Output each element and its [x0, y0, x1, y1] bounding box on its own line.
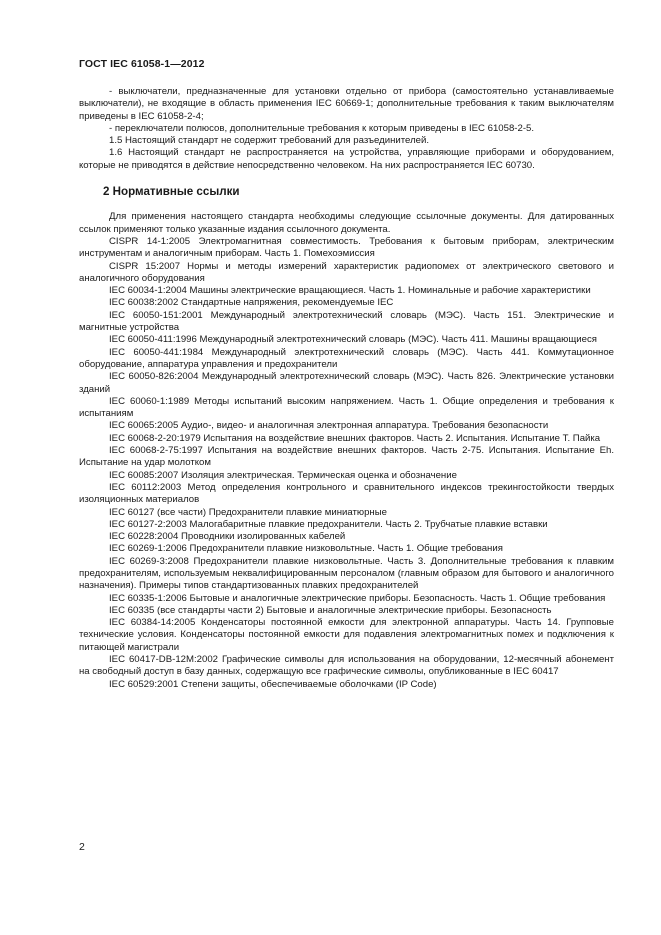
- reference-paragraph: IEC 60050-826:2004 Международный электротехнический словарь (МЭС). Часть 826. Электрические установки зданий: [79, 371, 614, 395]
- intro-paragraph: 1.5 Настоящий стандарт не содержит требований для разъединителей.: [109, 135, 430, 147]
- intro-paragraph: - выключатели, предназначенные для установки отдельно от прибора (самостоятельно устанавливаемые выключатели), не входящие в область применения IEC 60669-1; дополнительные требования к таким выключателям приведены в IEC 61058-2-4;: [79, 86, 614, 122]
- intro-paragraph: - переключатели полюсов, дополнительные требования к которым приведены в IEC 61058-2-5.: [109, 122, 535, 134]
- document-header: ГОСТ IEC 61058-1—2012: [79, 58, 205, 70]
- section-title: 2 Нормативные ссылки: [103, 185, 240, 199]
- reference-paragraph: IEC 60269-3:2008 Предохранители плавкие низковольтные. Часть 3. Дополнительные требования к плавким предохранителям, используемым неквалифицированным персоналом (главным образом для бытового и аналогичного назначения). Примеры типов стандартизованных плавких предохранителей: [79, 555, 614, 592]
- reference-paragraph: IEC 60085:2007 Изоляция электрическая. Термическая оценка и обозначение: [109, 469, 457, 481]
- reference-paragraph: IEC 60335-1:2006 Бытовые и аналогичные электрические приборы. Безопасность. Часть 1. Общие требования: [109, 592, 606, 604]
- page-number: 2: [79, 841, 85, 853]
- reference-paragraph: IEC 60417-DB-12M:2002 Графические символы для использования на оборудовании, 12-месячный абонемент на свободный доступ в базу данных, содержащую все графические символы, опубликованные в IEC 60417: [79, 654, 614, 678]
- reference-paragraph: Для применения настоящего стандарта необходимы следующие ссылочные документы. Для датированных ссылок применяют только указанные издания ссылочного документа.: [79, 211, 614, 235]
- intro-paragraph: 1.6 Настоящий стандарт не распространяется на устройства, управляющие приборами и оборудованием, которые не приводятся в действие непосредственно человеком. На них распространяется IEC 60730.: [79, 147, 614, 171]
- reference-paragraph: IEC 60228:2004 Проводники изолированных кабелей: [109, 531, 346, 543]
- page-body: [79, 86, 614, 691]
- reference-paragraph: IEC 60269-1:2006 Предохранители плавкие низковольтные. Часть 1. Общие требования: [109, 543, 503, 555]
- reference-paragraph: IEC 60068-2-75:1997 Испытания на воздействие внешних факторов. Часть 2-75. Испытания. Испытание Eh. Испытание на удар молотком: [79, 445, 614, 469]
- reference-paragraph: IEC 60335 (все стандарты части 2) Бытовые и аналогичные электрические приборы. Безопасность: [109, 604, 552, 616]
- reference-paragraph: IEC 60034-1:2004 Машины электрические вращающиеся. Часть 1. Номинальные и рабочие характеристики: [109, 285, 591, 297]
- reference-paragraph: IEC 60127-2:2003 Малогабаритные плавкие предохранители. Часть 2. Трубчатые плавкие вставки: [109, 518, 548, 530]
- reference-paragraph: IEC 60112:2003 Метод определения контрольного и сравнительного индексов трекингостойкости твердых изоляционных материалов: [79, 481, 614, 506]
- reference-paragraph: IEC 60050-441:1984 Международный электротехнический словарь (МЭС). Часть 441. Коммутационное оборудование, аппаратура управления и предохранители: [79, 346, 614, 370]
- reference-paragraph: IEC 60529:2001 Степени защиты, обеспечиваемые оболочками (IP Code): [109, 678, 437, 690]
- reference-paragraph: IEC 60060-1:1989 Методы испытаний высоким напряжением. Часть 1. Общие определения и требования к испытаниям: [79, 395, 614, 420]
- reference-paragraph: IEC 60068-2-20:1979 Испытания на воздействие внешних факторов. Часть 2. Испытания. Испытание Т. Пайка: [109, 432, 601, 444]
- reference-paragraph: IEC 60384-14:2005 Конденсаторы постоянной емкости для электронной аппаратуры. Часть 14. Групповые технические условия. Конденсаторы постоянной емкости для подавления электромагнитных помех и подключения к питающей магистрали: [79, 617, 614, 653]
- reference-paragraph: CISPR 14-1:2005 Электромагнитная совместимость. Требования к бытовым приборам, электрическим инструментам и аналогичным приборам. Часть 1. Помехоэмиссия: [79, 235, 614, 260]
- reference-paragraph: IEC 60127 (все части) Предохранители плавкие миниатюрные: [109, 506, 387, 518]
- reference-paragraph: IEC 60065:2005 Аудио-, видео- и аналогичная электронная аппаратура. Требования безопасности: [109, 420, 549, 432]
- reference-paragraph: IEC 60050-151:2001 Международный электротехнический словарь (МЭС). Часть 151. Электрические и магнитные устройства: [79, 309, 614, 334]
- reference-paragraph: CISPR 15:2007 Нормы и методы измерений характеристик радиопомех от электрического светового и аналогичного оборудования: [79, 260, 614, 284]
- reference-paragraph: IEC 60038:2002 Стандартные напряжения, рекомендуемые IEC: [109, 297, 394, 309]
- reference-paragraph: IEC 60050-411:1996 Международный электротехнический словарь (МЭС). Часть 411. Машины вращающиеся: [109, 334, 597, 346]
